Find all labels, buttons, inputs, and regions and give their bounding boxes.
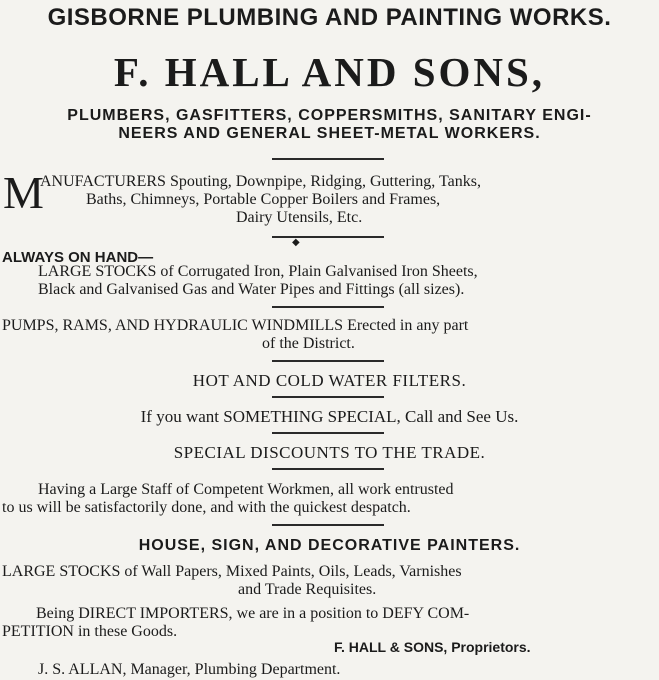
drop-cap: M xyxy=(3,167,44,218)
divider-rule xyxy=(272,306,384,308)
ornament-icon: ◆ xyxy=(292,237,300,248)
importers-line-2: PETITION in these Goods. xyxy=(2,623,178,640)
manufacturers-line-2: Baths, Chimneys, Portable Copper Boilers and Frames, xyxy=(86,191,441,208)
always-on-hand-line-2: Black and Galvanised Gas and Water Pipes and Fittings (all sizes). xyxy=(38,281,465,298)
painters-heading: HOUSE, SIGN, AND DECORATIVE PAINTERS. xyxy=(138,537,521,554)
divider-rule xyxy=(272,236,384,238)
works-title: GISBORNE PLUMBING AND PAINTING WORKS. xyxy=(47,4,612,31)
always-on-hand-line-1: LARGE STOCKS of Corrugated Iron, Plain Galvanised Iron Sheets, xyxy=(38,263,478,280)
firm-name: F. HALL AND SONS, xyxy=(113,49,546,95)
discounts-line: SPECIAL DISCOUNTS TO THE TRADE. xyxy=(173,443,486,462)
trades-line-2: NEERS AND GENERAL SHEET-METAL WORKERS. xyxy=(118,125,541,142)
pumps-line-2: of the District. xyxy=(262,335,355,352)
manufacturers-line-1: ANUFACTURERS Spouting, Downpipe, Ridging, Guttering, Tanks, xyxy=(40,173,481,190)
divider-rule xyxy=(272,360,384,362)
manager-line: J. S. ALLAN, Manager, Plumbing Department. xyxy=(38,661,341,678)
staff-line-2: to us will be satisfactorily done, and with the quickest despatch. xyxy=(2,499,411,516)
divider-rule xyxy=(272,396,384,398)
pumps-line-1: PUMPS, RAMS, AND HYDRAULIC WINDMILLS Erected in any part xyxy=(2,317,469,334)
divider-rule xyxy=(272,468,384,470)
staff-line-1: Having a Large Staff of Competent Workmen, all work entrusted xyxy=(38,481,454,498)
manufacturers-line-3: Dairy Utensils, Etc. xyxy=(236,209,363,226)
proprietors-line: F. HALL & SONS, Proprietors. xyxy=(334,639,531,655)
divider-rule xyxy=(272,432,384,434)
divider-rule xyxy=(272,158,384,160)
divider-rule xyxy=(272,524,384,526)
trades-line-1: PLUMBERS, GASFITTERS, COPPERSMITHS, SANITARY ENGI- xyxy=(67,107,592,124)
always-on-hand-heading: ALWAYS ON HAND— xyxy=(2,249,154,266)
painters-line-1: LARGE STOCKS of Wall Papers, Mixed Paints, Oils, Leads, Varnishes xyxy=(2,563,462,580)
painters-line-2: and Trade Requisites. xyxy=(238,581,377,598)
filters-line: HOT AND COLD WATER FILTERS. xyxy=(192,371,467,390)
special-line: If you want SOMETHING SPECIAL, Call and See Us. xyxy=(140,407,519,426)
importers-line-1: Being DIRECT IMPORTERS, we are in a position to DEFY COM- xyxy=(36,605,470,622)
